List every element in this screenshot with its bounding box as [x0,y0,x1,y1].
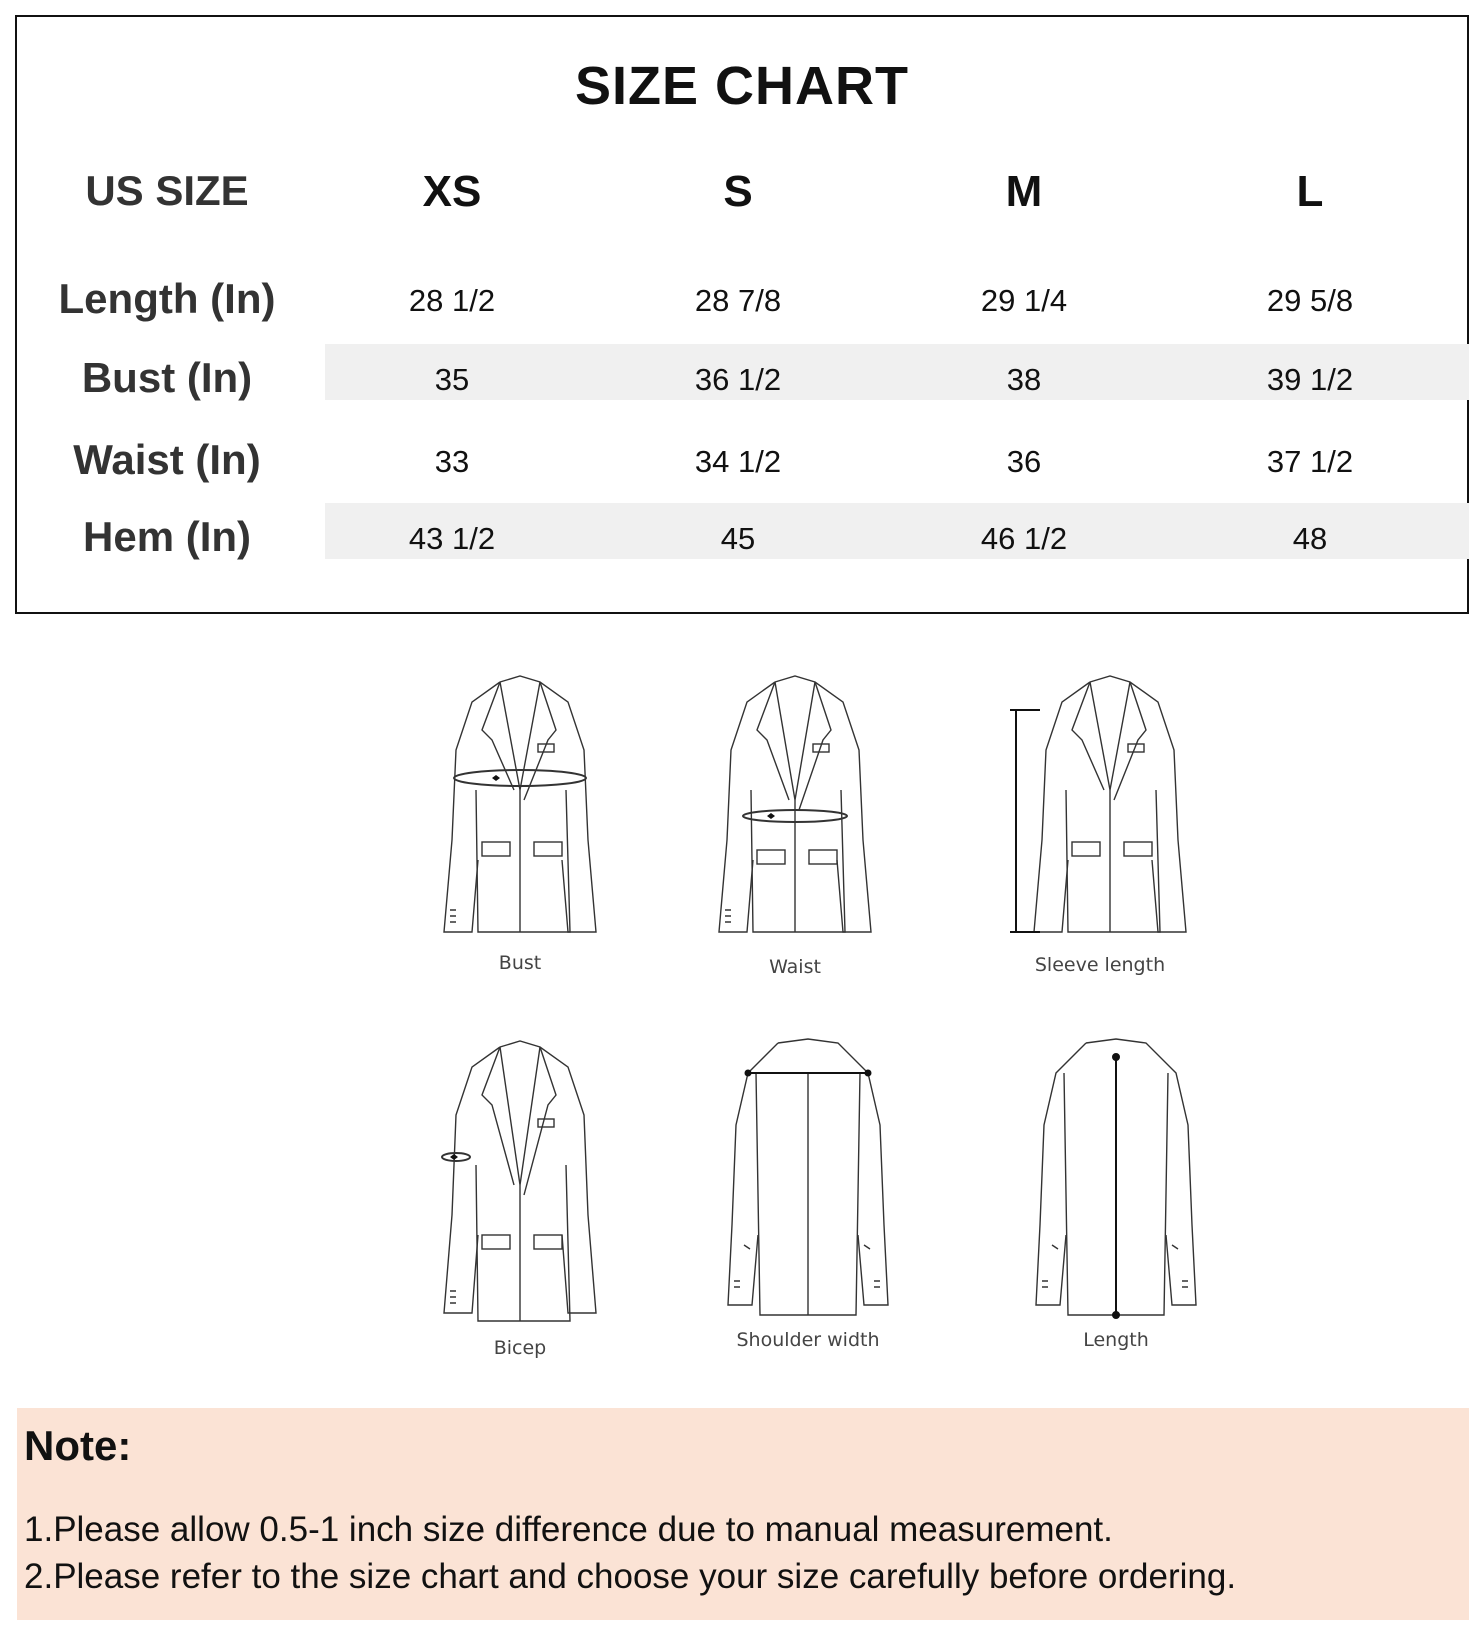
row-label-length: Length (In) [58,275,276,322]
caption-waist: Waist [769,956,821,978]
jacket-back-icon [708,1035,908,1325]
size-chart-table [15,15,1469,614]
cell-bust-s: 36 1/2 [694,362,782,397]
note-box [17,1408,1469,1620]
cell-waist-l: 37 1/2 [1266,444,1354,479]
note-line-2: 2.Please refer to the size chart and choose your size carefully before ordering. [24,1557,1237,1596]
cell-bust-m: 38 [1006,362,1042,397]
caption-sleeve-length: Sleeve length [1034,954,1166,976]
note-line-1: 1.Please allow 0.5-1 inch size difference due to manual measurement. [24,1510,1113,1549]
cell-hem-l: 48 [1292,521,1328,556]
figure-bicep [420,1035,620,1365]
jacket-front-icon [420,1035,620,1335]
caption-bicep: Bicep [493,1337,547,1359]
cell-waist-s: 34 1/2 [694,444,782,479]
caption-bust: Bust [498,952,542,974]
cell-waist-xs: 33 [434,444,470,479]
cell-length-xs: 28 1/2 [408,283,496,318]
figure-bust [420,670,620,990]
figure-length [1016,1035,1216,1365]
chart-title: SIZE CHART [575,56,909,116]
caption-length: Length [1083,1329,1149,1351]
figure-sleeve-length [1000,670,1200,990]
caption-shoulder-width: Shoulder width [736,1329,880,1351]
jacket-front-icon [420,670,620,950]
size-header-xs: XS [422,167,482,216]
cell-hem-xs: 43 1/2 [408,521,496,556]
size-header-l: L [1296,167,1324,216]
cell-length-s: 28 7/8 [694,283,782,318]
size-header-m: M [1005,167,1043,216]
jacket-front-icon [1000,670,1200,950]
cell-length-m: 29 1/4 [980,283,1068,318]
note-title: Note: [24,1422,132,1469]
cell-waist-m: 36 [1006,444,1042,479]
size-header-s: S [723,167,753,216]
cell-hem-s: 45 [720,521,756,556]
cell-bust-l: 39 1/2 [1266,362,1354,397]
header-us-size: US SIZE [85,167,249,214]
figure-shoulder-width [708,1035,908,1365]
row-label-bust: Bust (In) [81,354,253,401]
cell-hem-m: 46 1/2 [980,521,1068,556]
jacket-front-icon [695,670,895,950]
jacket-back-icon [1016,1035,1216,1325]
row-label-hem: Hem (In) [83,513,251,560]
cell-bust-xs: 35 [434,362,470,397]
row-label-waist: Waist (In) [73,436,261,483]
figure-waist [695,670,895,990]
cell-length-l: 29 5/8 [1266,283,1354,318]
